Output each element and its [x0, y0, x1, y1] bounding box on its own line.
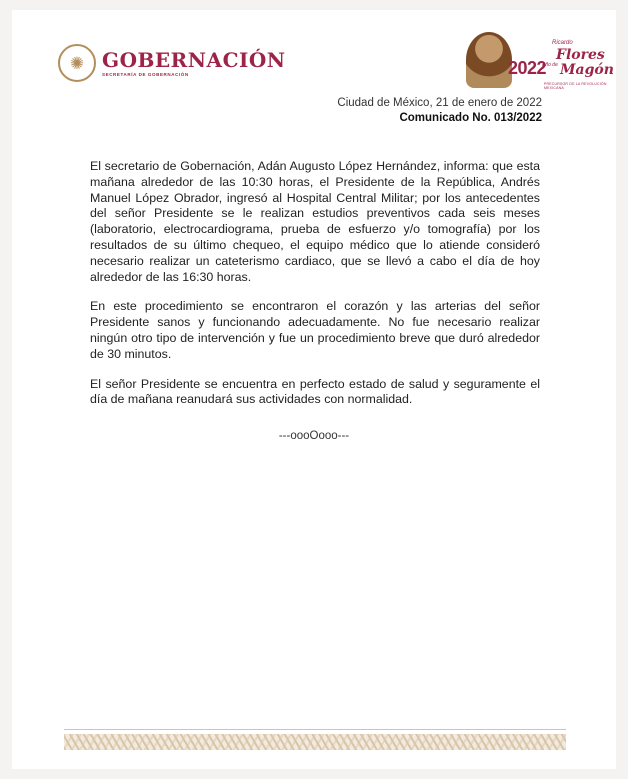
year-name-line1: Flores — [556, 47, 605, 63]
gobernacion-logo — [58, 44, 286, 82]
document-body — [90, 159, 540, 422]
paragraph-2: En este procedimiento se encontraron el corazón y las arterias del señor Presidente sanos y funcionando adecuadamente. No fue necesario realizar ningún otro tipo de intervención y fue un procedimiento breve que duró alrededor de 30 minutos. — [90, 299, 540, 361]
year-number: 2022 — [508, 58, 547, 78]
year-name-prefix: Año de — [542, 62, 558, 68]
org-subtitle: SECRETARÍA DE GOBERNACIÓN — [102, 71, 189, 77]
logo-text — [102, 49, 286, 78]
year-subtitle: PRECURSOR DE LA REVOLUCIÓN MEXICANA — [544, 82, 607, 90]
year-name-first: Ricardo — [552, 40, 573, 46]
year-name-line2: Magón — [560, 62, 614, 78]
national-seal-icon: ✺ — [58, 44, 96, 82]
paragraph-3: El señor Presidente se encuentra en perfecto estado de salud y seguramente el día de mañana reanudará sus actividades con normalidad. — [90, 376, 540, 407]
paragraph-1: El secretario de Gobernación, Adán Augusto López Hernández, informa: que esta mañana alrededor de las 10:30 horas, el Presidente de la República, Andrés Manuel López Obrador, ingresó al Hospital Central Militar; por los antecedentes del señor Presidente se le realizan estudios preventivos cada seis meses (laboratorio, electrocardiograma, prueba de esfuerzo y/o tomografía) por los resultados de su último chequeo, el equipo médico que lo atiende consideró necesario realizar un cateterismo cardiaco, que se llevó a cabo el día de hoy alrededor de las 16:30 horas. — [90, 159, 540, 284]
footer-divider — [64, 729, 566, 730]
place-date: Ciudad de México, 21 de enero de 2022 — [337, 97, 542, 109]
org-name: GOBERNACIÓN — [102, 47, 286, 72]
end-mark: ---oooOooo--- — [278, 430, 350, 442]
document-page — [12, 10, 616, 769]
year-logo — [460, 32, 614, 94]
portrait-icon — [466, 32, 512, 88]
footer-ornament — [64, 734, 566, 750]
comunicado-number: Comunicado No. 013/2022 — [399, 112, 542, 124]
